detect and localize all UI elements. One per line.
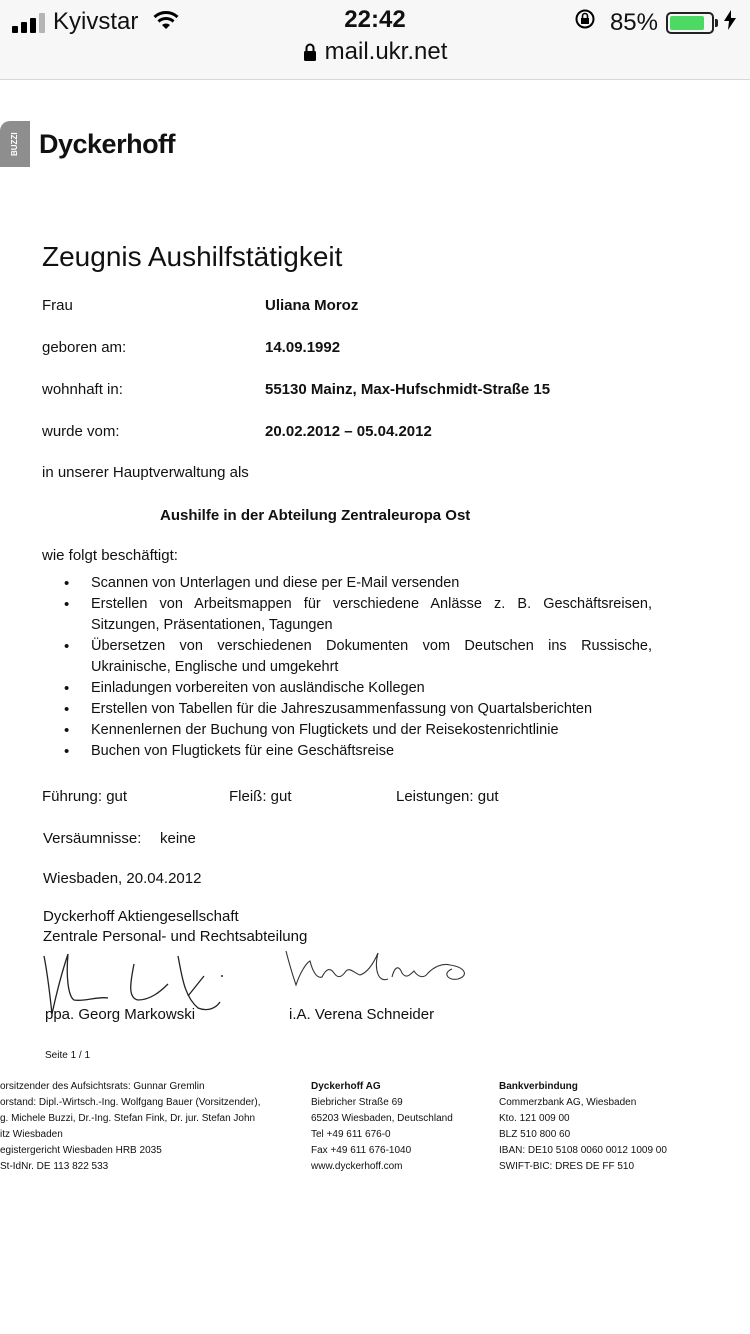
footer-line: 65203 Wiesbaden, Deutschland (311, 1113, 453, 1124)
field-value: Uliana Moroz (265, 297, 359, 314)
footer-line: St-IdNr. DE 113 822 533 (0, 1161, 109, 1172)
rating-fuehrung: Führung: gut (42, 788, 128, 805)
footer-line: Dyckerhoff AG (311, 1081, 381, 1092)
rating-leistungen: Leistungen: gut (396, 788, 499, 805)
field-row (42, 381, 551, 398)
footer-line: SWIFT-BIC: DRES DE FF 510 (499, 1161, 635, 1172)
url-text: mail.ukr.net (324, 38, 448, 65)
footer-line: Bankverbindung (499, 1081, 578, 1092)
logo-mark: BUZZI (0, 121, 30, 167)
document-view[interactable] (0, 81, 750, 1334)
field-label: Frau (42, 297, 73, 314)
field-label: geboren am: (42, 339, 127, 356)
footer-line: Kto. 121 009 00 (499, 1113, 570, 1124)
url-bar[interactable] (0, 38, 750, 68)
field-row (42, 297, 359, 314)
list-item: • Buchen von Flugtickets für eine Geschäftsreise (64, 741, 652, 762)
field-label: wohnhaft in: (42, 381, 123, 398)
footer-col-board (0, 1079, 260, 1175)
footer-line: itz Wiesbaden (0, 1129, 63, 1140)
battery-percent: 85% (609, 8, 658, 36)
footer-line: Tel +49 611 676-0 (311, 1129, 391, 1140)
footer-line: g. Michele Buzzi, Dr.-Ing. Stefan Fink, Dr. jur. Stefan John (0, 1113, 256, 1124)
list-item: • Kennenlernen der Buchung von Flugtickets und der Reisekostenrichtlinie (64, 720, 652, 741)
rating-fleiss: Fleiß: gut (229, 788, 292, 805)
absences-value: keine (160, 830, 196, 847)
footer-line: IBAN: DE10 5108 0060 0012 1009 00 (499, 1145, 667, 1156)
footer-line: Commerzbank AG, Wiesbaden (499, 1097, 637, 1108)
footer-line: www.dyckerhoff.com (311, 1161, 403, 1172)
list-item: • Übersetzen von verschiedenen Dokumenten vom Deutschen ins Russische, Ukrainische, Englische und umgekehrt (64, 636, 652, 678)
logo-text: Dyckerhoff (39, 128, 176, 159)
field-row (42, 339, 341, 356)
charging-icon (724, 9, 736, 37)
signer-schneider: i.A. Verena Schneider (289, 1006, 435, 1023)
absences-label: Versäumnisse: (43, 830, 142, 847)
field-value: 20.02.2012 – 05.04.2012 (265, 423, 432, 440)
footer-col-address (311, 1079, 453, 1175)
footer-col-bank (499, 1079, 667, 1175)
status-right (574, 8, 736, 37)
place-date: Wiesbaden, 20.04.2012 (43, 870, 202, 887)
document-title: Zeugnis Aushilfstätigkeit (42, 241, 343, 272)
orientation-lock-icon (574, 8, 596, 37)
field-label: wurde vom: (42, 423, 120, 440)
status-bar (0, 0, 750, 80)
list-item: • Erstellen von Tabellen für die Jahreszusammenfassung von Quartalsberichten (64, 699, 652, 720)
battery-fill (670, 16, 704, 30)
list-item: • Scannen von Unterlagen und diese per E-Mail versenden (64, 573, 652, 594)
field-value: 55130 Mainz, Max-Hufschmidt-Straße 15 (265, 381, 551, 398)
position-title: Aushilfe in der Abteilung Zentraleuropa Ost (160, 507, 471, 524)
department-name: Zentrale Personal- und Rechtsabteilung (43, 928, 308, 945)
lock-icon (303, 40, 317, 68)
footer-line: egistergericht Wiesbaden HRB 2035 (0, 1145, 162, 1156)
company-logo (0, 121, 175, 167)
carrier-name: Kyivstar (53, 8, 139, 35)
list-item: • Erstellen von Arbeitsmappen für verschiedene Anlässe z. B. Geschäftsreisen, Sitzungen, Präsentationen, Tagungen (64, 594, 652, 636)
field-row (42, 423, 432, 440)
task-list (64, 573, 652, 762)
field-value: 14.09.1992 (265, 339, 341, 356)
clock: 22:42 (344, 6, 406, 33)
signer-markowski: ppa. Georg Markowski (45, 1006, 196, 1023)
footer-line: Biebricher Straße 69 (311, 1097, 403, 1108)
tasks-intro: wie folgt beschäftigt: (42, 547, 178, 564)
page-number: Seite 1 / 1 (45, 1050, 91, 1061)
footer-line: Fax +49 611 676-1040 (311, 1145, 412, 1156)
signature-markowski (38, 936, 228, 1016)
list-item: • Einladungen vorbereiten von ausländische Kollegen (64, 678, 652, 699)
signature-schneider (282, 943, 477, 998)
intro-text: in unserer Hauptverwaltung als (42, 464, 249, 481)
company-name: Dyckerhoff Aktiengesellschaft (43, 908, 239, 925)
footer-line: orstand: Dipl.-Wirtsch.-Ing. Wolfgang Bauer (Vorsitzender), (0, 1097, 261, 1108)
footer-line: BLZ 510 800 60 (499, 1129, 571, 1140)
footer-line: orsitzender des Aufsichtsrats: Gunnar Gremlin (0, 1081, 205, 1092)
battery-icon (666, 12, 714, 34)
